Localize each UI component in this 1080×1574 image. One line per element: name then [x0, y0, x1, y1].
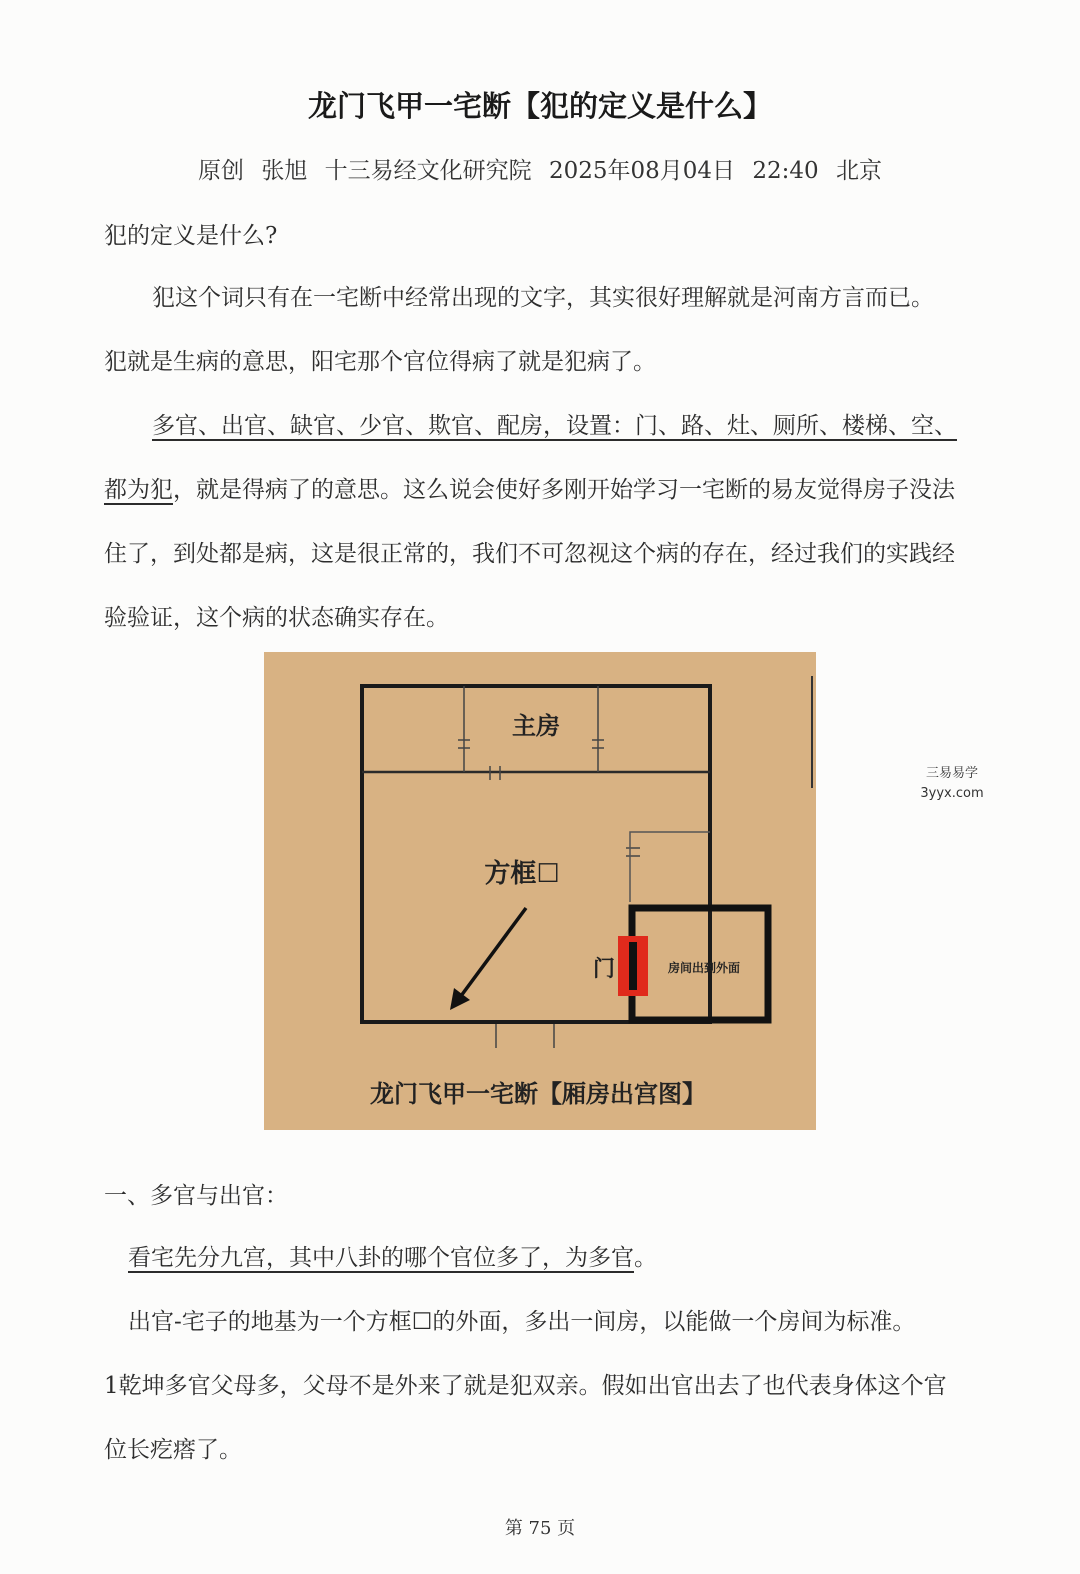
document-title: 龙门飞甲一宅断【犯的定义是什么】 — [307, 89, 772, 123]
site-watermark[interactable] — [912, 764, 992, 804]
figure-caption: 龙门飞甲一宅断【厢房出宫图】 — [370, 1080, 706, 1108]
paragraph-2: 犯就是生病的意思，阳宅那个官位得病了就是犯病了。 — [104, 349, 656, 375]
outside-room-label: 房间出到外面 — [667, 961, 741, 975]
section-1-underlined: 看宅先分九宫，其中八卦的哪个官位多了，为多官 — [128, 1245, 634, 1271]
paragraph-3-rest: ，就是得病了的意思。这么说会使好多刚开始学习一宅断的易友觉得房子没法住了，到处都是病，这是很正常的，我们不可忽视这个病的存在，经过我们的实践经验验证，这个病的状态确实存在。 — [104, 477, 955, 631]
main-room-label: 主房 — [512, 712, 560, 740]
section-1-paragraph-2: 出官-宅子的地基为一个方框☐的外面，多出一间房，以能做一个房间为标准。 — [128, 1309, 916, 1335]
section-1-paragraph-1 — [104, 1226, 964, 1290]
question-heading: 犯的定义是什么? — [104, 223, 278, 249]
inner-partition — [630, 832, 710, 902]
arrow-icon — [450, 988, 470, 1010]
wall-tick-marks — [458, 740, 640, 1048]
author-name[interactable]: 张旭 — [261, 158, 308, 184]
watermark-url: 3yyx.com — [920, 786, 984, 801]
section-1-end: 。 — [634, 1245, 657, 1271]
section-1-heading: 一、多官与出官： — [104, 1183, 288, 1209]
byline — [0, 152, 1080, 185]
page-number: 第 75 页 — [504, 1518, 576, 1539]
original-tag: 原创 — [198, 158, 245, 184]
door-label: 门 — [592, 957, 616, 982]
organization-name[interactable]: 十三易经文化研究院 — [324, 158, 532, 184]
square-label: 方框☐ — [484, 859, 560, 889]
arrow-line — [458, 908, 526, 1000]
watermark-name: 三易易学 — [925, 766, 978, 781]
paragraph-1: 犯这个词只有在一宅断中经常出现的文字，其实很好理解就是河南方言而已。 — [152, 285, 934, 311]
floor-plan-figure — [264, 652, 816, 1130]
paragraph-3 — [104, 394, 964, 650]
publish-date: 2025年08月04日 — [548, 158, 736, 184]
publish-time: 22:40 — [752, 158, 819, 184]
publish-location: 北京 — [835, 158, 882, 184]
section-1-paragraph-3: 1乾坤多官父母多，父母不是外来了就是犯双亲。假如出官出去了也代表身体这个官位长疙瘩了。 — [104, 1373, 947, 1463]
floor-plan-diagram — [264, 652, 816, 1130]
paragraph-3-underlined: 多官、出官、缺官、少官、欺官、配房，设置：门、路、灶、厕所、楼梯、空、都为犯 — [104, 413, 957, 503]
door-marker-inner — [629, 942, 637, 990]
